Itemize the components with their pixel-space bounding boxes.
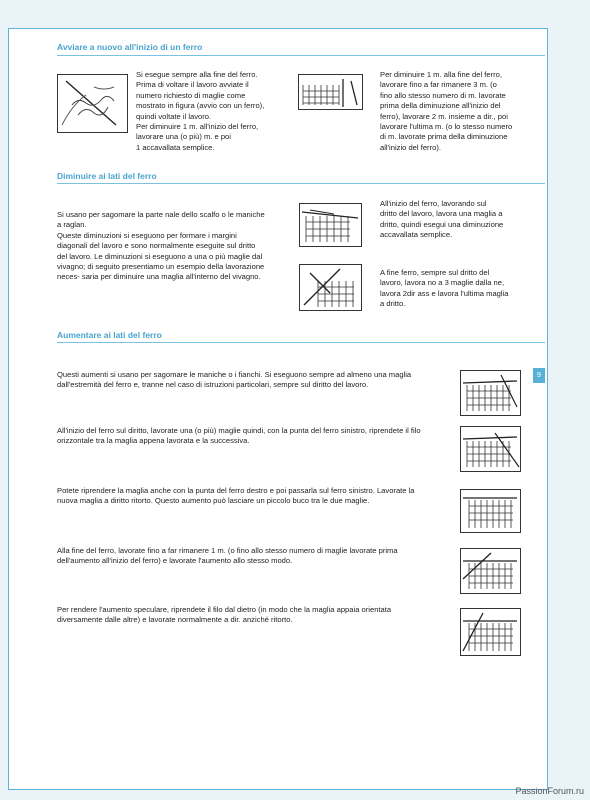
section-rule [57, 342, 545, 343]
watermark: PassionForum.ru [515, 786, 584, 796]
avviare-right-text: Per diminuire 1 m. alla fine del ferro, lavorare fino a far rimanere 3 m. (o fino allo stesso numero di m. lavorate prima della diminuzione all'inizio del ferro), lavorare 2 m. insieme a dir., poi lavorare l'ultima m. (o lo stesso numero di m. lavorate prima della diminuzione all'inizio del ferro). [380, 70, 513, 152]
aumentare-text-4: Alla fine del ferro, lavorate fino a far rimanere 1 m. (o fino allo stesso numero di maglie lavorate prima dell'aumento all'inizio del ferro) e lavorate l'aumento allo stesso modo. [57, 546, 398, 566]
illustration-increase-2 [460, 426, 521, 472]
diminuire-right-text-1: All'inizio del ferro, lavorando sul dritto del lavoro, lavora una maglia a dritto, quindi esegui una diminuzione accavallata semplice. [380, 199, 504, 240]
section-title-avviare: Avviare a nuovo all'inizio di un ferro [57, 42, 203, 52]
illustration-cast-on [57, 74, 128, 133]
illustration-increase-4 [460, 548, 521, 594]
section-rule [57, 183, 545, 184]
section-title-diminuire: Diminuire ai lati del ferro [57, 171, 157, 181]
diminuire-left-text: Si usano per sagomare la parte nale dello scalfo o le maniche a raglan. Queste diminuzioni si eseguono per formare i margini diagonali del lavoro e sono normalmente eseguite sul dritto del lavoro. Le diminuzioni si eseguono a una o più maglie dal vivagno; di seguito presentiamo un esempio della lavorazione neces- saria per diminuire una maglia all'interno del vivagno. [57, 210, 265, 282]
illustration-decrease-end-row [299, 264, 362, 311]
section-rule [57, 55, 545, 56]
illustration-increase-3 [460, 489, 521, 533]
section-title-aumentare: Aumentare ai lati del ferro [57, 330, 162, 340]
diminuire-right-text-2: A fine ferro, sempre sul dritto del lavoro, lavora no a 3 maglie dalla ne, lavora 2dir ass e lavora l'ultima maglia a dritto. [380, 268, 509, 309]
aumentare-text-3: Potete riprendere la maglia anche con la punta del ferro destro e poi passarla sul ferro sinistro. Lavorate la nuova maglia a diritto ritorto. Questo aumento può lasciare un piccolo buco tra le due maglie. [57, 486, 415, 506]
page-number-tab: 9 [533, 368, 545, 383]
illustration-increase-5 [460, 608, 521, 656]
aumentare-text-1: Questi aumenti si usano per sagomare le maniche o i fianchi. Si eseguono sempre ad almeno una maglia dall'estremità del ferro e, tranne nel caso di istruzioni particolari, sempre sul diritto del lavoro. [57, 370, 412, 390]
aumentare-text-2: All'inizio del ferro sul diritto, lavorate una (o più) maglie quindi, con la punta del ferro sinistro, riprendete il filo orizzontale tra la maglia appena lavorata e la successiva. [57, 426, 421, 446]
avviare-left-text: Si esegue sempre alla fine del ferro. Prima di voltare il lavoro avviate il numero richiesto di maglie come mostrato in figura (avvio con un ferro), quindi voltate il lavoro. Per diminuire 1 m. all'inizio del ferro, lavorare una (o più) m. e poi 1 accavallata semplice. [136, 70, 265, 152]
illustration-decrease-start [299, 203, 362, 247]
illustration-decrease-end [298, 74, 363, 110]
aumentare-text-5: Per rendere l'aumento speculare, riprendete il filo dal dietro (in modo che la maglia appaia orientata diversamente dalle altre) e lavorate normalmente a dir. anziché ritorto. [57, 605, 392, 625]
illustration-increase-1 [460, 370, 521, 416]
